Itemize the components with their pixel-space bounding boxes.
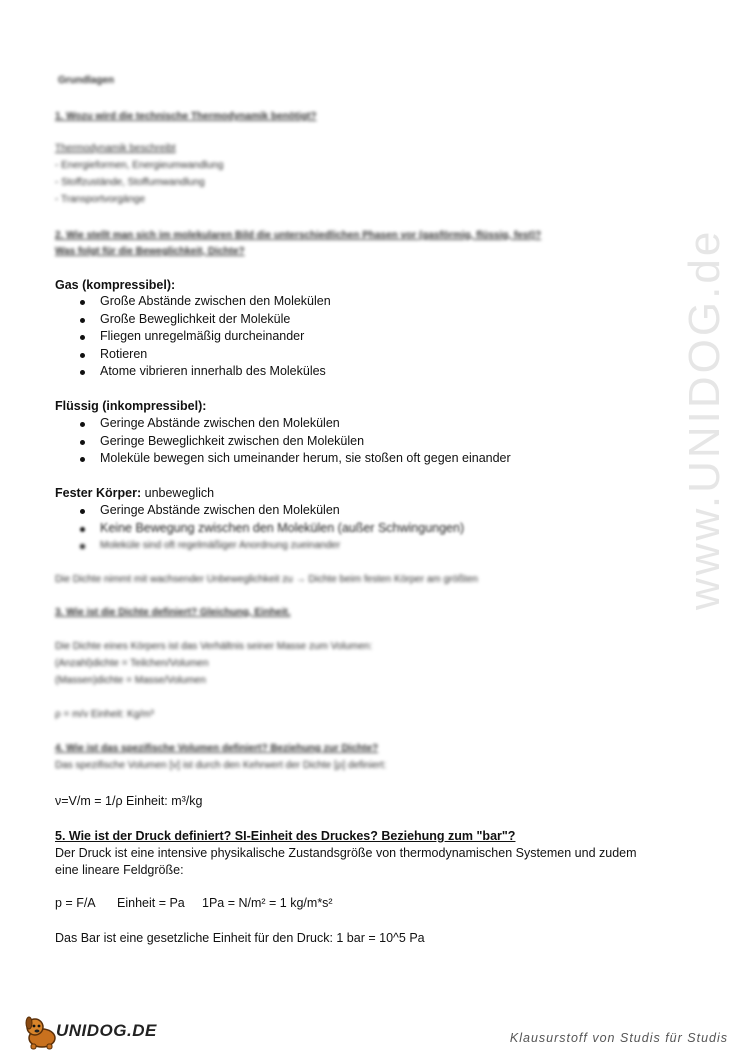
q1-line: - Energieformen, Energieumwandlung [55, 160, 224, 171]
question-4: 4. Wie ist das spezifische Volumen definiert? Beziehung zur Dichte? [55, 743, 379, 754]
gas-list [55, 293, 655, 381]
question-1: 1. Wozu wird die technische Thermodynamik benötigt? [55, 111, 317, 122]
q5-formula-1: p = F/A [55, 896, 96, 910]
logo-text: UNIDOG.DE [56, 1021, 157, 1040]
q5-line2: eine lineare Feldgröße: [55, 863, 184, 877]
list-item: Moleküle sind oft regelmäßiger Anordnung zueinander [55, 537, 675, 555]
q3-line: (Anzahl)dichte = Teilchen/Volumen [55, 658, 209, 669]
list-item: Große Beweglichkeit der Moleküle [55, 311, 655, 329]
list-item: Geringe Abstände zwischen den Molekülen [55, 502, 675, 520]
list-item: Moleküle bewegen sich umeinander herum, sie stoßen oft gegen einander [55, 450, 675, 468]
list-item: Atome vibrieren innerhalb des Moleküles [55, 363, 655, 381]
list-item: Rotieren [55, 346, 655, 364]
unidog-logo [22, 1012, 172, 1052]
question-5: 5. Wie ist der Druck definiert? SI-Einheit des Druckes? Beziehung zum "bar"? [55, 829, 516, 843]
fest-label-rest: unbeweglich [141, 486, 215, 500]
fluessig-list [55, 415, 675, 468]
gas-label: Gas (kompressibel): [55, 278, 176, 292]
fest-list [55, 502, 675, 555]
footer-tagline: Klausurstoff von Studis für Studis [509, 1031, 728, 1045]
q5-formula-3: 1Pa = N/m² = 1 kg/m*s² [202, 896, 333, 910]
q5-formula-2: Einheit = Pa [117, 896, 185, 910]
list-item: Geringe Abstände zwischen den Molekülen [55, 415, 675, 433]
q4-line: Das spezifische Volumen [v] ist durch den Kehrwert der Dichte [ρ] definiert: [55, 760, 387, 771]
fest-label: Fester Körper: [55, 486, 142, 500]
list-item: Fliegen unregelmäßig durcheinander [55, 328, 655, 346]
q1-line: - Stoffzustände, Stoffumwandlung [55, 177, 205, 188]
question-3: 3. Wie ist die Dichte definiert? Gleichung, Einheit. [55, 607, 291, 618]
fluessig-label: Flüssig (inkompressibel): [55, 399, 207, 413]
question-2-line1: 2. Wie stellt man sich im molekularen Bild die unterschiedlichen Phasen vor (gasförmig, flüssig, fest)? [55, 230, 542, 241]
watermark: www.UNIDOG.de [680, 228, 729, 610]
list-item: Keine Bewegung zwischen den Molekülen (außer Schwingungen) [55, 520, 675, 538]
q5-bar: Das Bar ist eine gesetzliche Einheit für den Druck: 1 bar = 10^5 Pa [55, 931, 425, 945]
list-item: Geringe Beweglichkeit zwischen den Molekülen [55, 433, 675, 451]
list-item: Große Abstände zwischen den Molekülen [55, 293, 655, 311]
q3-line: (Massen)dichte = Masse/Volumen [55, 675, 206, 686]
q3-line: Die Dichte eines Körpers ist das Verhältnis seiner Masse zum Volumen: [55, 641, 373, 652]
q5-line1: Der Druck ist eine intensive physikalische Zustandsgröße von thermodynamischen Systemen und zudem [55, 846, 637, 860]
question-2-line2: Was folgt für die Beweglichkeit, Dichte? [55, 246, 245, 257]
q1-intro: Thermodynamik beschreibt [55, 143, 176, 154]
q1-line: - Transportvorgänge [55, 194, 146, 205]
q3-formula: ρ = m/v Einheit: Kg/m³ [55, 709, 154, 720]
section-heading: Grundlagen [58, 75, 115, 86]
q4-formula: ν=V/m = 1/ρ Einheit: m³/kg [55, 794, 203, 808]
q2-summary: Die Dichte nimmt mit wachsender Unbeweglichkeit zu → Dichte beim festen Körper am größten [55, 574, 478, 585]
fest-label-line [55, 485, 214, 502]
